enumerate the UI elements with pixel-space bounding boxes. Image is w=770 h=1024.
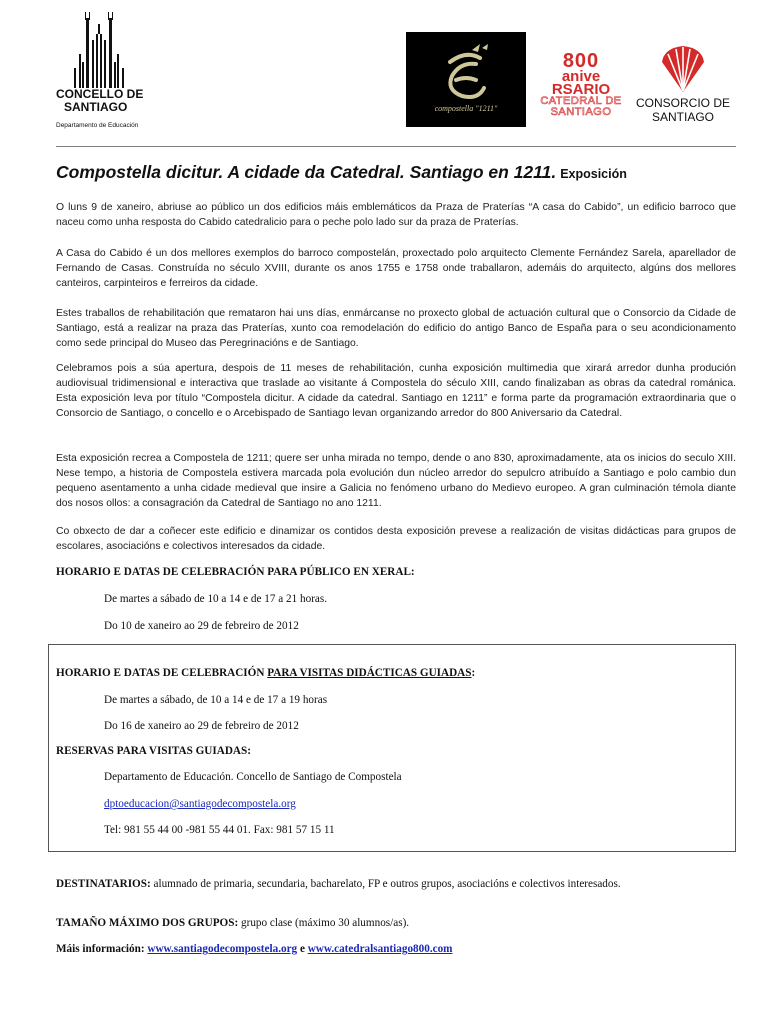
concello-name-line2: SANTIAGO xyxy=(64,100,128,114)
consorcio-logo xyxy=(628,44,738,128)
public-schedule-heading: HORARIO E DATAS DE CELEBRACIÓN PARA PÚBLICO EN XERAL: xyxy=(56,566,415,578)
compostella-logo xyxy=(406,32,526,127)
paragraph-1: O luns 9 de xaneiro, abriuse ao público un dos edificios máis emblemáticos da Praza de Praterías “A casa do Cabido”, un edificio barroco que naceu como unha resposta do Cabido catedralicio para o peche polo lado sur da praza de Praterías. xyxy=(56,202,736,228)
recipients-label: DESTINATARIOS: xyxy=(56,878,151,890)
guided-visits-heading xyxy=(56,667,475,679)
guided-dates: Do 16 de xaneiro ao 29 de febreiro de 2012 xyxy=(104,720,299,732)
logo800-word4: SANTIAGO xyxy=(550,106,612,118)
paragraph-2: A Casa do Cabido é un dos mellores exemplos do barroco compostelán, proxectado polo arquitecto Clemente Fernández Sarela, aparellador de Fernando de Casas. Construída no século XVIII, durante os anos 1755 e 1758 onde traballaron, ademáis do arquitecto, algúns dos mellores canteiros, carpinteiros e ferreiros da cidade. xyxy=(56,248,736,289)
recipients-line xyxy=(56,877,736,891)
paragraph-6: Co obxecto de dar a coñecer este edificio e dinamizar os contidos desta exposición prevese a realización de visitas didácticas para grupos de escolares, asociacións e colectivos interesados da cidade. xyxy=(56,526,736,552)
logo800-word3: CATEDRAL DE xyxy=(540,95,622,107)
logo800-word2: RSARIO xyxy=(551,81,611,98)
guided-hours: De martes a sábado, de 10 a 14 e de 17 a 19 horas xyxy=(104,694,328,706)
logo800-number: 800 xyxy=(562,50,600,72)
logo800-word1: anive xyxy=(561,68,601,85)
guided-heading-suffix: : xyxy=(471,667,476,679)
group-size-text: grupo clase (máximo 30 alumnos/as). xyxy=(238,917,410,929)
page-title xyxy=(56,162,746,183)
paragraph-5: Esta exposición recrea a Compostela de 1211; quere ser unha mirada no tempo, dende o ano 830, aproximadamente, ata os inicios do seculo XIII. Nese tempo, a historia de Compostela estivera marcada pola evolución dun núcleo arredor do sepulcro atribuído a Santiago e polo cambio dun pequeno asentamento a unha cidade medieval que insire a Galicia no fenómeno urbano do Medievo europeo. A gran culminación témola diante dos nosos ollos: a consagración da Catedral de Santiago no ano 1211. xyxy=(56,453,736,509)
paragraph-3: Estes traballos de rehabilitación que remataron hai uns días, enmárcanse no proxecto global de actuación cultural que o Consorcio da Cidade de Santiago, está a realizar na praza das Praterías, xunto coa remodelación do edificio do antigo Banco de España para o seu acondicionamento como sede principal do Museo das Peregrinacións e de Santiago. xyxy=(56,308,736,349)
concello-name-line1: CONCELLO DE xyxy=(56,87,144,101)
public-schedule-hours: De martes a sábado de 10 a 14 e de 17 a 21 horas. xyxy=(104,593,328,605)
reserve-heading: RESERVAS PARA VISITAS GUIADAS: xyxy=(56,745,251,757)
santiago-website-link[interactable]: www.santiagodecompostela.org xyxy=(147,943,298,955)
consorcio-name-line2: SANTIAGO xyxy=(651,110,714,124)
cathedral-website-link[interactable]: www.catedralsantiago800.com xyxy=(307,943,453,955)
consorcio-name-line1: CONSORCIO DE xyxy=(635,96,730,110)
consorcio-name xyxy=(628,96,738,124)
cathedral-icon xyxy=(74,10,124,88)
more-info-conjunction: e xyxy=(297,943,308,955)
recipients-text: alumnado de primaria, secundaria, bacharelato, FP e outros grupos, asociacións e colectivos interesados. xyxy=(150,878,621,890)
page-title-main: Compostella dicitur. A cidade da Catedral. Santiago en 1211. xyxy=(56,162,557,182)
header-divider xyxy=(56,146,736,147)
reserve-phones: Tel: 981 55 44 00 -981 55 44 01. Fax: 981 57 15 11 xyxy=(104,824,335,836)
paragraph-4: Celebramos pois a súa apertura, despois de 11 meses de rehabilitación, cunha exposición multimedia que xirará arredor dunha produción audiovisual tridimensional e interactiva que traslade ao visitante á Compostela do século XIII, cando finalizaban as obras da catedral románica. Esta exposición leva por título “Compostela dicitur. A cidade da catedral. Santiago en 1211” e forma parte da programación extraordinaria que o Consorcio de Santiago, o concello e o Arcebispado de Santiago levan organizando arredor do 800 Aniversario da Catedral. xyxy=(56,363,736,419)
guided-heading-underlined: PARA VISITAS DIDÁCTICAS GUIADAS xyxy=(267,667,472,679)
page-title-sub: Exposición xyxy=(560,167,627,181)
group-size-line xyxy=(56,916,736,930)
more-info-line xyxy=(56,942,736,956)
public-schedule-dates: Do 10 de xaneiro ao 29 de febreiro de 2012 xyxy=(104,620,299,632)
shell-icon xyxy=(658,44,708,94)
concello-logo xyxy=(56,10,166,132)
concello-department: Departamento de Educación xyxy=(56,122,139,129)
compostella-caption: compostella "1211" xyxy=(434,104,498,113)
concello-name xyxy=(56,88,166,114)
more-info-label: Máis información: xyxy=(56,943,145,955)
reserve-department: Departamento de Educación. Concello de Santiago de Compostela xyxy=(104,771,402,783)
reserve-email-link[interactable]: dptoeducacion@santiagodecompostela.org xyxy=(104,798,296,810)
anniversary-800-logo xyxy=(540,52,622,122)
guided-heading-prefix: HORARIO E DATAS DE CELEBRACIÓN xyxy=(56,667,268,679)
group-size-label: TAMAÑO MÁXIMO DOS GRUPOS: xyxy=(56,917,239,929)
